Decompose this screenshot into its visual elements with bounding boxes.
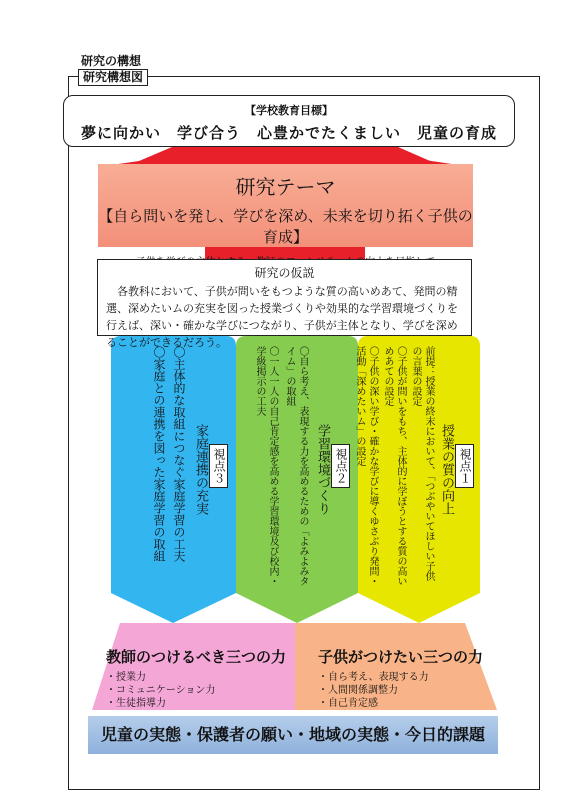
viewpoint-3-point-0: 〇主体的な取組につなぐ家庭学習の工夫 — [172, 346, 186, 562]
research-theme-label: 研究テーマ — [235, 175, 336, 199]
teacher-ability-item: ・生徒指導力 — [106, 698, 166, 709]
research-theme-text: 【自ら問いを発し、学びを深め、未来を切り拓く子供の育成】 — [98, 207, 473, 246]
teacher-ability-item: ・授業力 — [106, 672, 146, 683]
child-ability-item: ・人間関係調整力 — [318, 685, 398, 696]
school-goal-label: 【学校教育目標】 — [245, 104, 333, 117]
section-title: 研究の構想 — [81, 54, 142, 68]
teacher-abilities-title: 教師のつけるべき三つの力 — [106, 648, 287, 666]
teacher-abilities-list — [106, 671, 292, 710]
frame-label: 研究構想図 — [78, 69, 148, 86]
viewpoint-2-heading — [313, 346, 350, 586]
viewpoint-1-point-0: 前提：授業の終末において、「つぶやいてほしい子供の言葉の設定 — [410, 346, 434, 581]
viewpoint-3-heading — [191, 346, 228, 586]
viewpoint-1-point-1: 〇子供が問いをもち、主体的に学ぼうとする質の高いめあての設定 — [382, 346, 406, 586]
viewpoint-2-point-0: 〇自ら考え、表現する力を高めるための「よみよみタイム」の取組 — [284, 346, 308, 586]
hypothesis-text: 各教科において、子供が問いをもつような質の高いめあて、発問の精選、深めたいムの充実を図った授業づくりや効果的な学習環境づくりを行えば、深い・確かな学びにつながり、子供が主体となり、学びを深めることができるだろう。 — [106, 285, 458, 349]
viewpoint-2-label: 視点２ — [331, 444, 350, 488]
viewpoint-1-label: 視点１ — [455, 444, 474, 488]
viewpoint-3 — [124, 346, 228, 586]
school-goal-text: 夢に向かい 学び合う 心豊かでたくましい 児童の育成 — [80, 124, 497, 142]
child-abilities-list — [318, 671, 496, 710]
viewpoint-1-title: 授業の質の向上 — [439, 423, 454, 515]
foundation-box: 児童の実態・保護者の願い・地域の実態・今日的課題 — [88, 716, 498, 754]
viewpoint-3-title: 家庭連携の充実 — [193, 423, 208, 515]
viewpoint-2-title: 学習環境づくり — [315, 423, 330, 515]
viewpoint-1-point-2: 〇子供の深い学び・確かな学びに導くゆさぶり発問・活動「深めたいム」の設定 — [354, 346, 378, 586]
viewpoint-1 — [354, 346, 474, 586]
viewpoint-3-point-1: 〇家庭との連携を図った家庭学習の取組 — [152, 346, 166, 562]
hypothesis-box — [97, 259, 472, 349]
viewpoint-2 — [244, 346, 350, 586]
child-abilities-title: 子供がつけたい三つの力 — [318, 648, 484, 666]
teacher-abilities — [106, 646, 292, 710]
teacher-ability-item: ・コミュニケーション力 — [106, 685, 216, 696]
school-goal-box — [63, 95, 515, 147]
hypothesis-label: 研究の仮説 — [254, 266, 315, 280]
child-ability-item: ・自己肯定感 — [318, 698, 378, 709]
viewpoint-1-heading — [437, 346, 474, 586]
child-ability-item: ・自ら考え、表現する力 — [318, 672, 429, 683]
viewpoint-2-point-1: 〇一人一人の自己肯定感を高める学習環境及び校内・学級掲示の工夫 — [254, 346, 278, 586]
viewpoint-3-label: 視点３ — [209, 444, 228, 488]
research-theme-box — [98, 164, 473, 247]
child-abilities — [318, 646, 496, 710]
